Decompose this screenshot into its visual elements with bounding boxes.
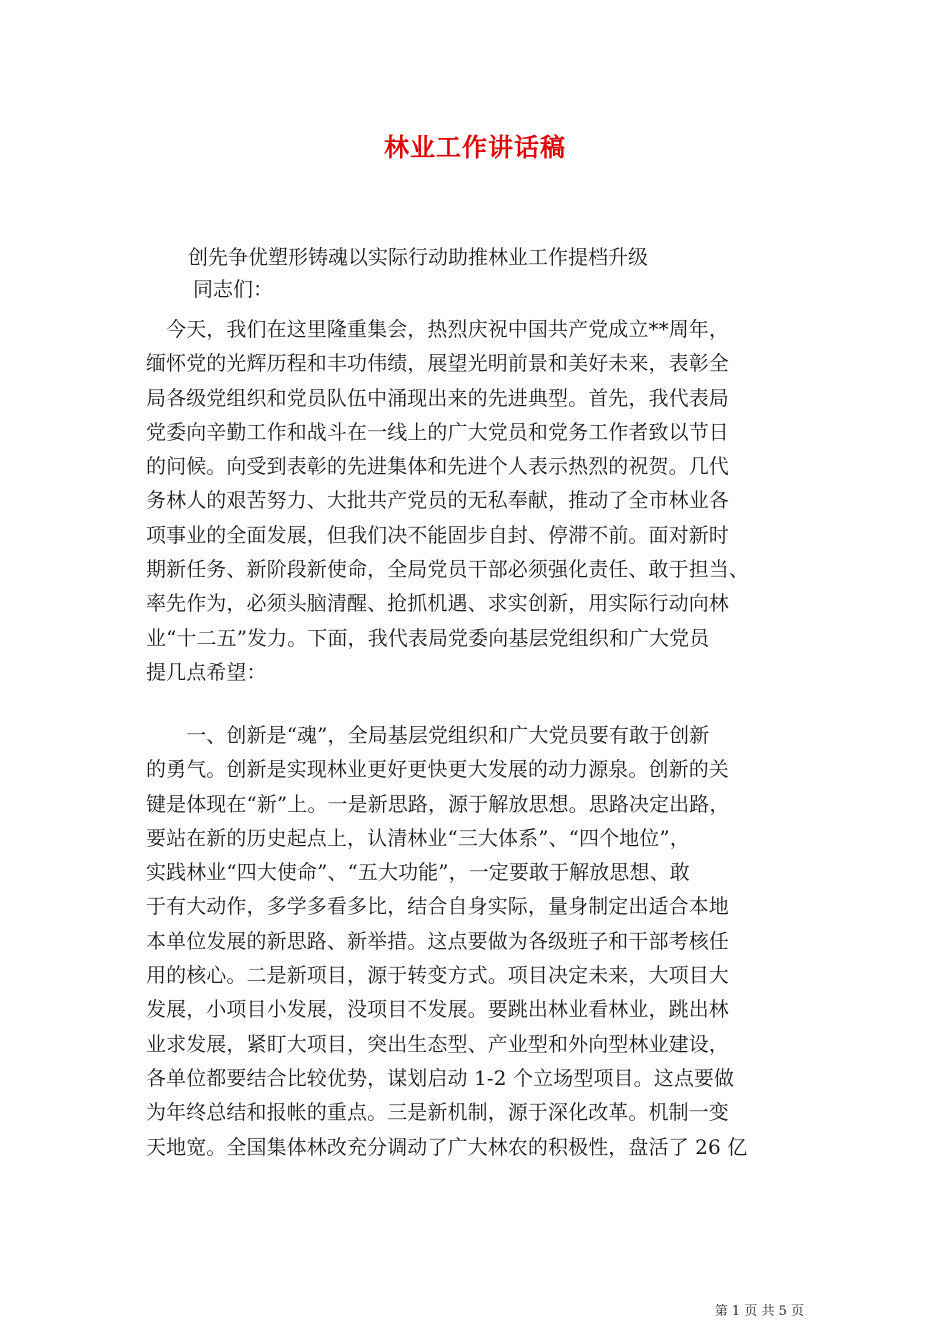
paragraph-line: 缅怀党的光辉历程和丰功伟绩，展望光明前景和美好未来，表彰全: [146, 351, 729, 376]
paragraph-opening: [146, 312, 826, 689]
paragraph-line: 今天，我们在这里隆重集会，热烈庆祝中国共产党成立**周年，: [146, 317, 729, 341]
paragraph-line: 党委向辛勤工作和战斗在一线上的广大党员和党务工作者致以节日: [146, 419, 729, 444]
paragraph-line: 业“十二五”发力。下面，我代表局党委向基层党组织和广大党员: [146, 625, 710, 650]
paragraph-line: 的勇气。创新是实现林业更好更快更大发展的动力源泉。创新的关: [146, 757, 729, 782]
paragraph-line: 天地宽。全国集体林改充分调动了广大林农的积极性，盘活了 26 亿: [146, 1134, 748, 1159]
paragraph-line: 于有大动作，多学多看多比，结合自身实际，量身制定出适合本地: [146, 894, 729, 919]
paragraph-innovation: [146, 718, 826, 1164]
paragraph-line: 各单位都要结合比较优势，谋划启动 1-2 个立场型项目。这点要做: [146, 1065, 735, 1090]
paragraph-line: 的问候。向受到表彰的先进集体和先进个人表示热烈的祝贺。几代: [146, 454, 729, 479]
salutation: 同志们：: [193, 277, 273, 301]
paragraph-line: 率先作为，必须头脑清醒、抢抓机遇、求实创新，用实际行动向林: [146, 591, 729, 616]
paragraph-line: 一、创新是“魂”，全局基层党组织和广大党员要有敢于创新: [146, 723, 710, 747]
speech-subtitle: 创先争优塑形铸魂以实际行动助推林业工作提档升级: [188, 245, 648, 269]
paragraph-line: 为年终总结和报帐的重点。三是新机制，源于深化改革。机制一变: [146, 1100, 729, 1125]
paragraph-line: 提几点希望：: [146, 659, 267, 684]
paragraph-line: 要站在新的历史起点上，认清林业“三大体系”、“四个地位”，: [146, 825, 690, 850]
paragraph-line: 实践林业“四大使命”、“五大功能”，一定要敢于解放思想、敢: [146, 860, 690, 885]
paragraph-line: 本单位发展的新思路、新举措。这点要做为各级班子和干部考核任: [146, 928, 729, 953]
document-title: 林业工作讲话稿: [383, 133, 566, 162]
paragraph-line: 期新任务、新阶段新使命，全局党员干部必须强化责任、敢于担当、: [146, 557, 749, 582]
paragraph-line: 局各级党组织和党员队伍中涌现出来的先进典型。首先，我代表局: [146, 385, 729, 410]
paragraph-line: 用的核心。二是新项目，源于转变方式。项目决定未来，大项目大: [146, 963, 729, 988]
page-number-footer: 第 1 页 共 5 页: [714, 1304, 804, 1319]
paragraph-line: 业求发展，紧盯大项目，突出生态型、产业型和外向型林业建设，: [146, 1031, 729, 1056]
paragraph-line: 键是体现在“新”上。一是新思路，源于解放思想。思路决定出路，: [146, 791, 730, 816]
paragraph-line: 项事业的全面发展，但我们决不能固步自封、停滞不前。面对新时: [146, 522, 729, 547]
paragraph-line: 发展，小项目小发展，没项目不发展。要跳出林业看林业，跳出林: [146, 997, 729, 1022]
paragraph-line: 务林人的艰苦努力、大批共产党员的无私奉献，推动了全市林业各: [146, 488, 729, 513]
